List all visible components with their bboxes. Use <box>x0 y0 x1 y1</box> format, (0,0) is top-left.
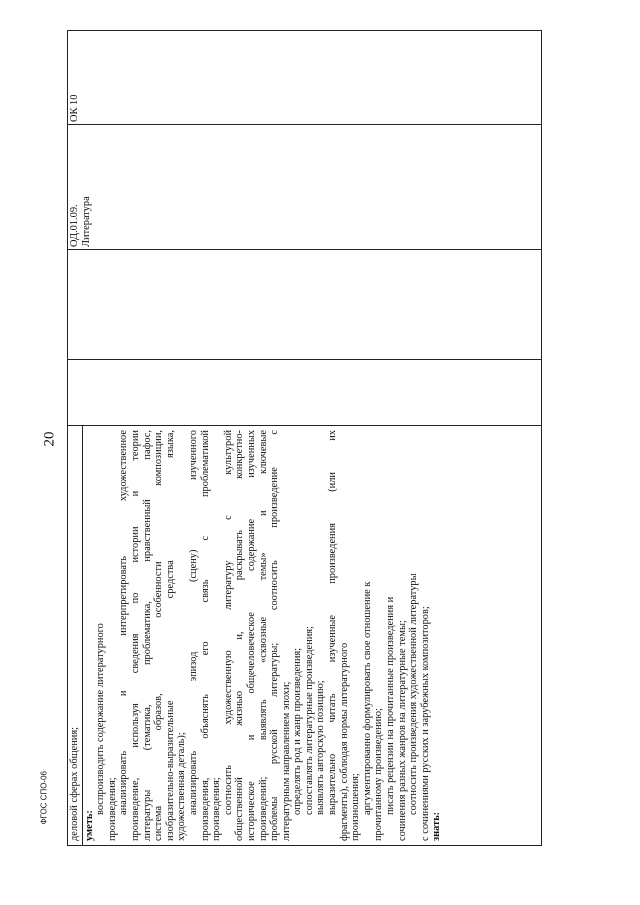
content-line: общественной жизнью и, раскрывать конкретно- <box>234 430 246 841</box>
discipline-name: Литература <box>81 196 92 247</box>
content-lines <box>95 430 431 841</box>
content-line: литературным направлением эпохи; <box>280 681 292 841</box>
content-line: произведения; <box>106 777 118 841</box>
content-column <box>68 426 541 845</box>
content-line: анализировать эпизод (сцену) изученного <box>187 430 199 815</box>
discipline-column <box>68 119 541 250</box>
content-line: выразительно читать изученные произведения (или их <box>327 430 339 815</box>
content-line: соотносить произведения художественной литературы <box>408 573 420 815</box>
content-body <box>83 426 444 845</box>
competence-column <box>68 23 541 125</box>
content-line: сопоставлять литературные произведения; <box>303 626 315 815</box>
section-label-skills: уметь: <box>83 810 95 841</box>
content-line: прочитанному произведению; <box>373 708 385 841</box>
rotated-page <box>67 30 542 846</box>
content-line: художественная деталь); <box>176 732 188 841</box>
content-line: произношения; <box>350 773 362 841</box>
standards-table <box>67 30 542 846</box>
content-line: соотносить художественную литературу с культурой <box>222 430 234 815</box>
discipline-code: ОД.01.09. <box>69 204 80 247</box>
content-line: воспроизводить содержание литературного <box>95 623 107 815</box>
content-line: произведений; выявлять «сквозные темы» и ключевые <box>257 430 269 841</box>
content-line: произведения, объяснять его связь с проблематикой <box>199 430 211 841</box>
content-line: писать рецензии на прочитанные произведения и <box>385 596 397 815</box>
content-line: с сочинениями русских и зарубежных композиторов; <box>419 606 431 841</box>
content-line: анализировать и интерпретировать художественное <box>118 430 130 815</box>
header-row: деловой сферах общения; <box>68 426 83 845</box>
column-divider <box>68 359 541 360</box>
page-number: 20 <box>41 431 58 447</box>
content-line: определять род и жанр произведения; <box>292 647 304 815</box>
content-line: фрагменты), соблюдая нормы литературного <box>338 642 350 841</box>
content-line: выявлять авторскую позицию; <box>315 680 327 815</box>
footer-code: ФГОС СПО-06 <box>39 771 49 825</box>
content-line: произведения; <box>211 777 223 841</box>
content-line: аргументированно формулировать свое отношение к <box>361 581 373 815</box>
content-line: историческое и общечеловеческое содержание изученных <box>245 430 257 841</box>
content-line: литературы (тематика, проблематика, нравственный пафос, <box>141 430 153 841</box>
content-line: проблемы русской литературы; соотносить произведение с <box>269 430 281 841</box>
content-line: изобразительно-выразительные средства языка, <box>164 430 176 841</box>
content-line: сочинения разных жанров на литературные темы; <box>396 620 408 841</box>
content-line: система образов, особенности композиции, <box>153 430 165 841</box>
section-label-knowledge: знать: <box>431 811 443 841</box>
competence-code: ОК 10 <box>69 94 80 122</box>
content-line: произведение, используя сведения по истории и теории <box>129 430 141 841</box>
